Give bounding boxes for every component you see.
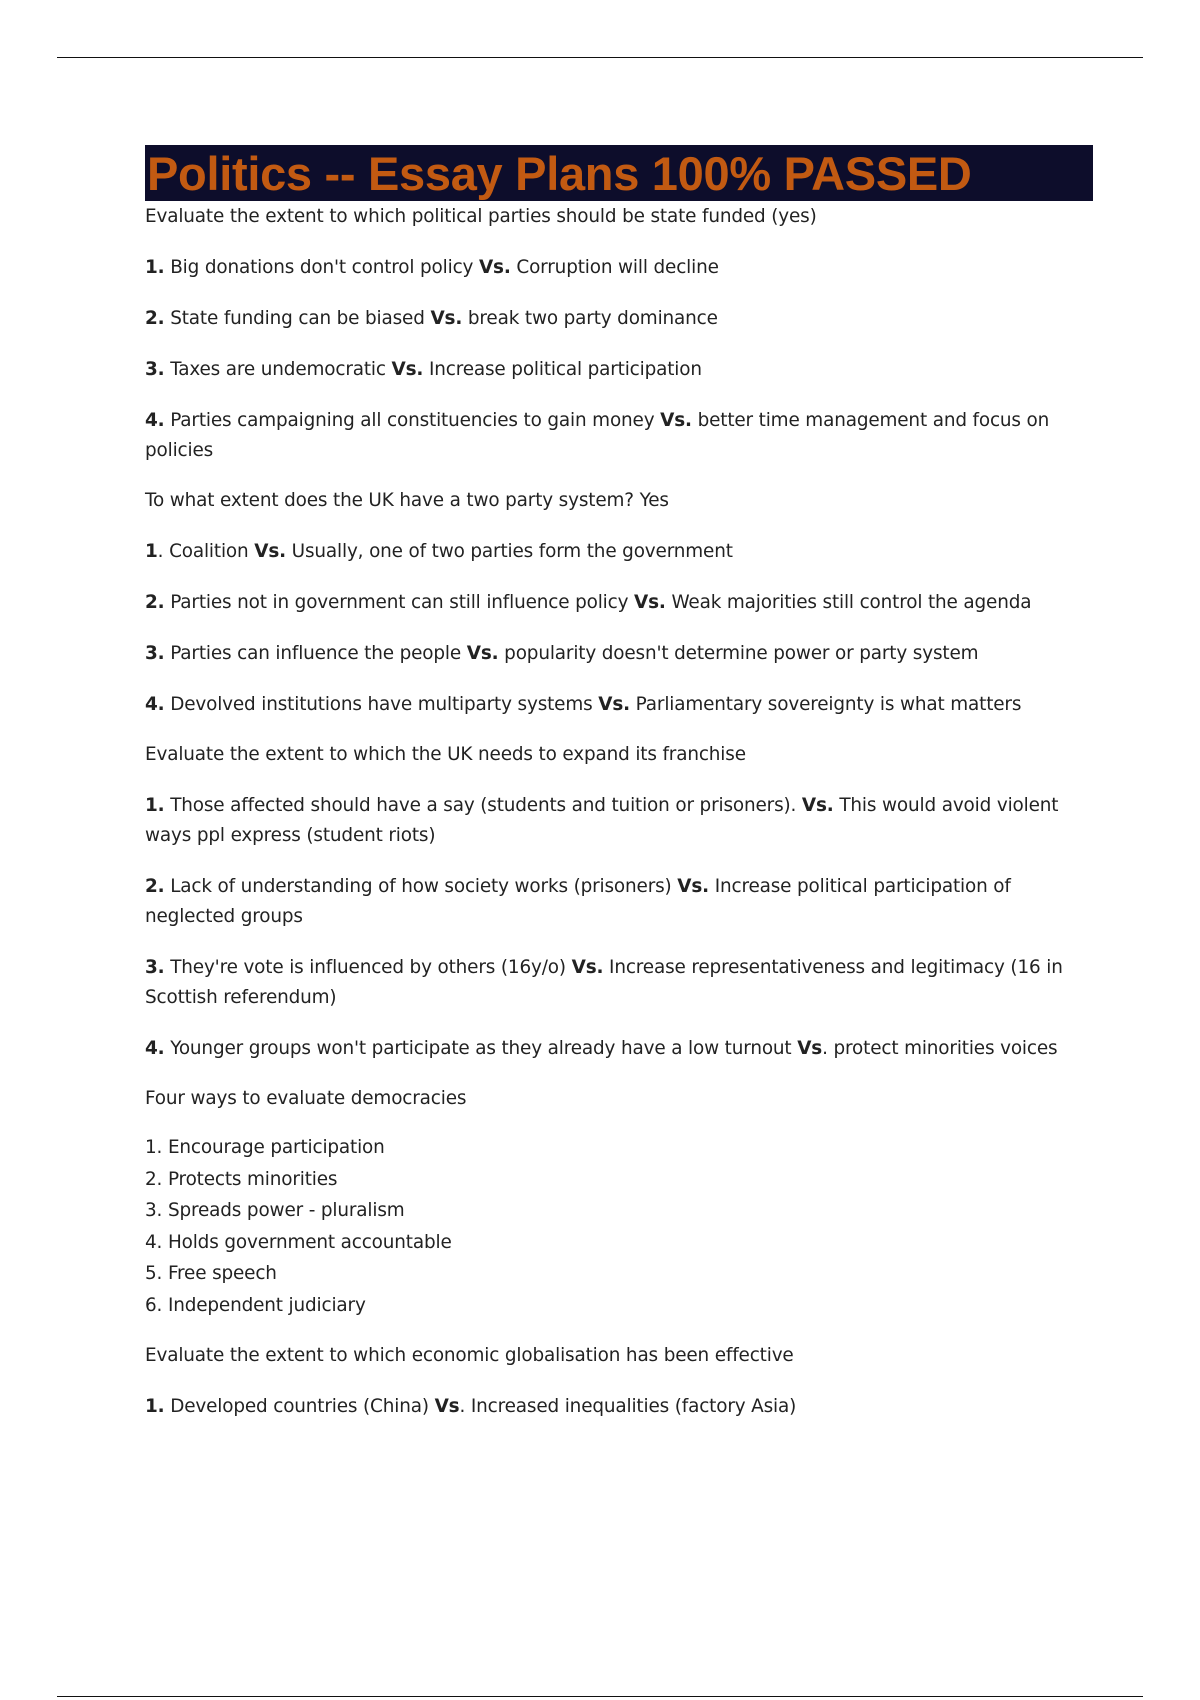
vs-label: Vs. (430, 308, 463, 329)
item-argument: Devolved institutions have multiparty systems (170, 694, 593, 715)
list-item (145, 406, 1095, 466)
list-item (145, 639, 1095, 669)
item-counter: Increase representativeness and legitimacy (16 in Scottish referendum) (145, 957, 1063, 1008)
item-counter: Increased inequalities (factory Asia) (470, 1396, 797, 1417)
list-item (145, 953, 1095, 1013)
vs-label: Vs. (478, 257, 511, 278)
header-rule (57, 57, 1143, 58)
vs-label: Vs. (466, 643, 499, 664)
list-item (145, 537, 1095, 567)
list-item (145, 253, 1095, 283)
item-number: 1. (145, 1396, 165, 1417)
item-number: 3. (145, 359, 165, 380)
item-argument: State funding can be biased (170, 308, 425, 329)
item-counter: Increase political participation (428, 359, 702, 380)
item-counter: Weak majorities still control the agenda (671, 592, 1032, 613)
footer-rule (57, 1696, 1143, 1697)
item-counter: break two party dominance (467, 308, 718, 329)
question-two-party: To what extent does the UK have a two party system? Yes (145, 490, 669, 511)
item-counter: better time management and focus on policies (145, 410, 1050, 461)
item-argument: Parties campaigning all constituencies to gain money (170, 410, 655, 431)
vs-label: Vs. (677, 876, 709, 897)
list-item: 6. Independent judiciary (145, 1294, 366, 1316)
item-counter: This would avoid violent ways ppl express (student riots) (145, 795, 1059, 846)
item-number: 3. (145, 643, 165, 664)
item-number: 1 (145, 541, 158, 562)
list-item: 3. Spreads power - pluralism (145, 1200, 405, 1221)
item-argument: Taxes are undemocratic (170, 359, 386, 380)
item-argument: They're vote is influenced by others (16y/o) (170, 957, 566, 978)
item-number: 1. (145, 257, 165, 278)
item-argument: Big donations don't control policy (170, 257, 474, 278)
item-number: 2. (145, 876, 165, 897)
question-franchise: Evaluate the extent to which the UK needs to expand its franchise (145, 744, 746, 765)
item-counter: Corruption will decline (516, 257, 719, 278)
item-counter: Parliamentary sovereignty is what matters (635, 694, 1022, 715)
list-item: 1. Encourage participation (145, 1137, 385, 1158)
item-number: 2. (145, 308, 165, 329)
item-counter: popularity doesn't determine power or party system (504, 643, 979, 664)
vs-label: Vs (797, 1038, 823, 1059)
list-item (145, 355, 1095, 385)
item-number: 4. (145, 410, 165, 431)
item-argument: Younger groups won't participate as they already have a low turnout (170, 1038, 792, 1059)
vs-label: Vs. (254, 541, 286, 562)
list-item: 2. Protects minorities (145, 1168, 338, 1190)
item-number: 2. (145, 592, 165, 613)
item-argument: Developed countries (China) (170, 1396, 429, 1417)
vs-label: Vs. (571, 957, 604, 978)
vs-dot: . (822, 1038, 828, 1059)
item-argument: Lack of understanding of how society works (prisoners) (170, 876, 672, 897)
item-number: 4. (145, 1038, 165, 1059)
vs-label: Vs. (801, 795, 834, 816)
list-item (145, 872, 1095, 932)
list-item: 4. Holds government accountable (145, 1231, 452, 1253)
vs-label: Vs. (391, 359, 424, 380)
list-item (145, 690, 1095, 720)
democracy-list (145, 1132, 1095, 1321)
list-item (145, 588, 1095, 618)
vs-label: Vs. (660, 410, 692, 431)
list-item (145, 1392, 1095, 1422)
document-body (145, 145, 1095, 1422)
vs-dot: . (459, 1396, 466, 1417)
vs-label: Vs (434, 1396, 460, 1417)
item-counter: Increase political participation of neglected groups (145, 876, 1011, 927)
item-argument: Parties not in government can still influence policy (170, 592, 629, 613)
item-argument: Those affected should have a say (students and tuition or prisoners). (170, 795, 797, 816)
item-argument: Parties can influence the people (170, 643, 462, 664)
item-number: 3. (145, 957, 165, 978)
question-democracies: Four ways to evaluate democracies (145, 1088, 467, 1109)
item-argument: Coalition (169, 541, 249, 562)
list-item (145, 791, 1095, 851)
item-number: 4. (145, 694, 165, 715)
item-counter: protect minorities voices (833, 1038, 1058, 1059)
item-counter: Usually, one of two parties form the government (291, 541, 733, 562)
item-number-dot: . (157, 541, 164, 562)
vs-label: Vs. (634, 592, 666, 613)
vs-label: Vs. (598, 694, 630, 715)
question-state-funding: Evaluate the extent to which political parties should be state funded (yes) (145, 206, 817, 227)
question-globalisation: Evaluate the extent to which economic globalisation has been effective (145, 1345, 794, 1366)
list-item (145, 1034, 1095, 1064)
document-title: Politics -- Essay Plans 100% PASSED (145, 145, 1093, 201)
list-item: 5. Free speech (145, 1263, 277, 1284)
list-item (145, 304, 1095, 334)
item-number: 1. (145, 795, 165, 816)
